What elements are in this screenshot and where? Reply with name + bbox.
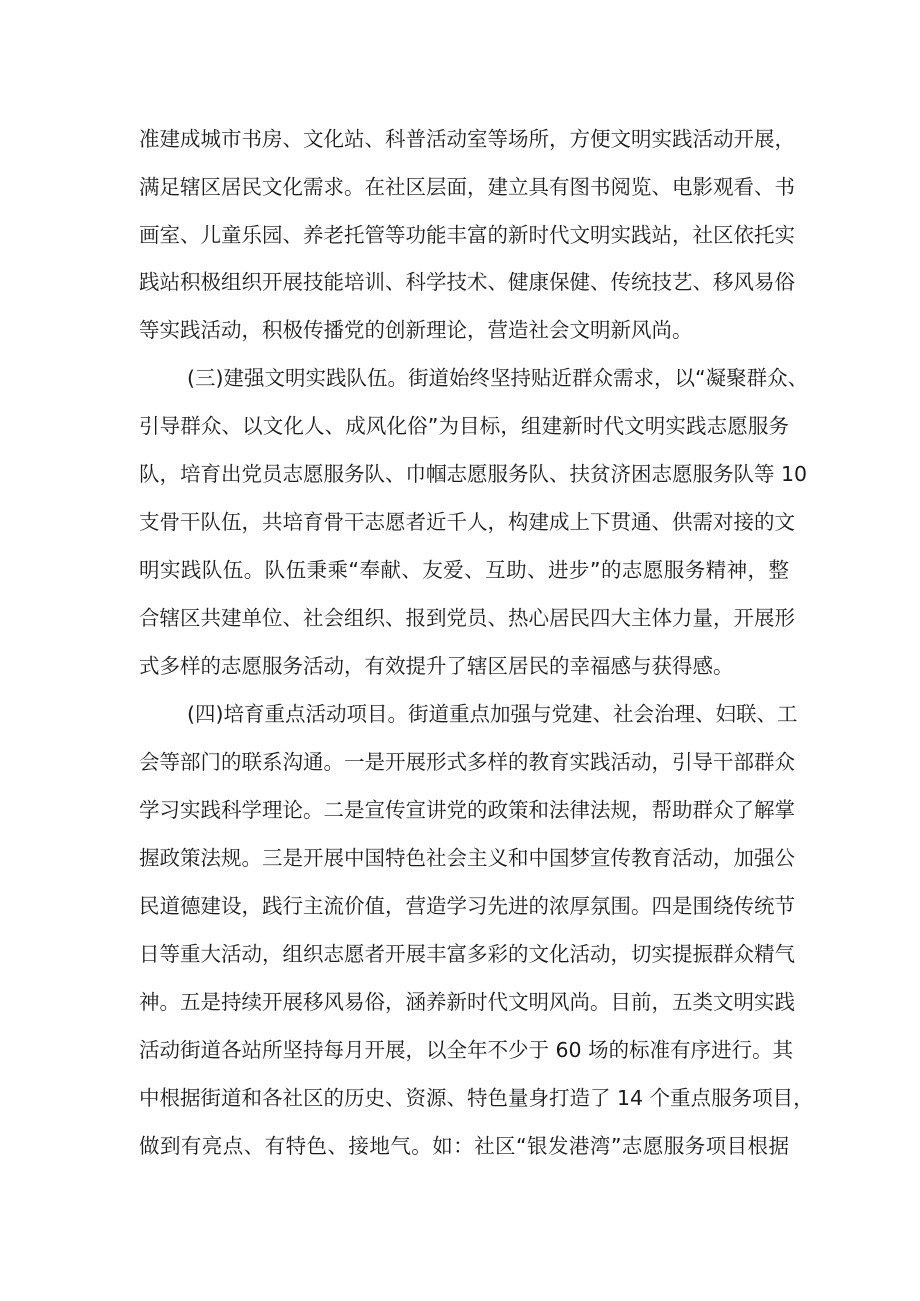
- paragraph-2-line-5: 等实践活动，积极传播党的创新理论，营造社会文明新风尚。: [139, 318, 693, 342]
- paragraph-2-line-2: 满足辖区居民文化需求。在社区层面，建立具有图书阅览、电影观看、书: [139, 175, 795, 199]
- section-3-heading-line: (三)建强文明实践队伍。街道始终坚持贴近群众需求，以“凝聚群众、: [187, 366, 809, 390]
- section-4-line-10: 做到有亮点、有特色、接地气。如：社区“银发港湾”志愿服务项目根据: [139, 1134, 789, 1158]
- section-4-line-8: 活动街道各站所坚持每月开展，以全年不少于 60 场的标准有序进行。其: [139, 1038, 794, 1062]
- section-4-heading-line: (四)培育重点活动项目。街道重点加强与党建、社会治理、妇联、工: [187, 702, 798, 726]
- section-4-line-9: 中根据街道和各社区的历史、资源、特色量身打造了 14 个重点服务项目，: [139, 1086, 814, 1110]
- section-3-line-2: 引导群众、以文化人、成风化俗”为目标，组建新时代文明实践志愿服务: [139, 414, 789, 438]
- paragraph-2-line-4: 践站积极组织开展技能培训、科学技术、健康保健、传统技艺、移风易俗: [139, 270, 795, 294]
- section-3-line-6: 合辖区共建单位、社会组织、报到党员、热心居民四大主体力量，开展形: [139, 606, 795, 630]
- section-3-line-4: 支骨干队伍，共培育骨干志愿者近千人，构建成上下贯通、供需对接的文: [139, 510, 795, 534]
- paragraph-2-line-3: 画室、儿童乐园、养老托管等功能丰富的新时代文明实践站，社区依托实: [139, 223, 795, 247]
- section-4-line-4: 握政策法规。三是开展中国特色社会主义和中国梦宣传教育活动，加强公: [139, 846, 795, 870]
- section-4-line-7: 神。五是持续开展移风易俗，涵养新时代文明风尚。目前，五类文明实践: [139, 990, 795, 1014]
- section-4-line-2: 会等部门的联系沟通。一是开展形式多样的教育实践活动，引导干部群众: [139, 750, 795, 774]
- section-3-line-3: 队，培育出党员志愿服务队、巾帼志愿服务队、扶贫济困志愿服务队等 10: [139, 462, 808, 486]
- section-3-line-5: 明实践队伍。队伍秉乘“奉献、友爱、互助、进步”的志愿服务精神，整: [139, 558, 789, 582]
- paragraph-2-line-1: 准建成城市书房、文化站、科普活动室等场所，方便文明实践活动开展，: [139, 127, 795, 151]
- section-3-line-7: 式多样的志愿服务活动，有效提升了辖区居民的幸福感与获得感。: [139, 654, 734, 678]
- section-4-line-3: 学习实践科学理论。二是宣传宣讲党的政策和法律法规，帮助群众了解掌: [139, 798, 795, 822]
- section-4-line-6: 日等重大活动，组织志愿者开展丰富多彩的文化活动，切实提振群众精气: [139, 942, 795, 966]
- section-4-line-5: 民道德建设，践行主流价值，营造学习先进的浓厚氛围。四是围绕传统节: [139, 894, 795, 918]
